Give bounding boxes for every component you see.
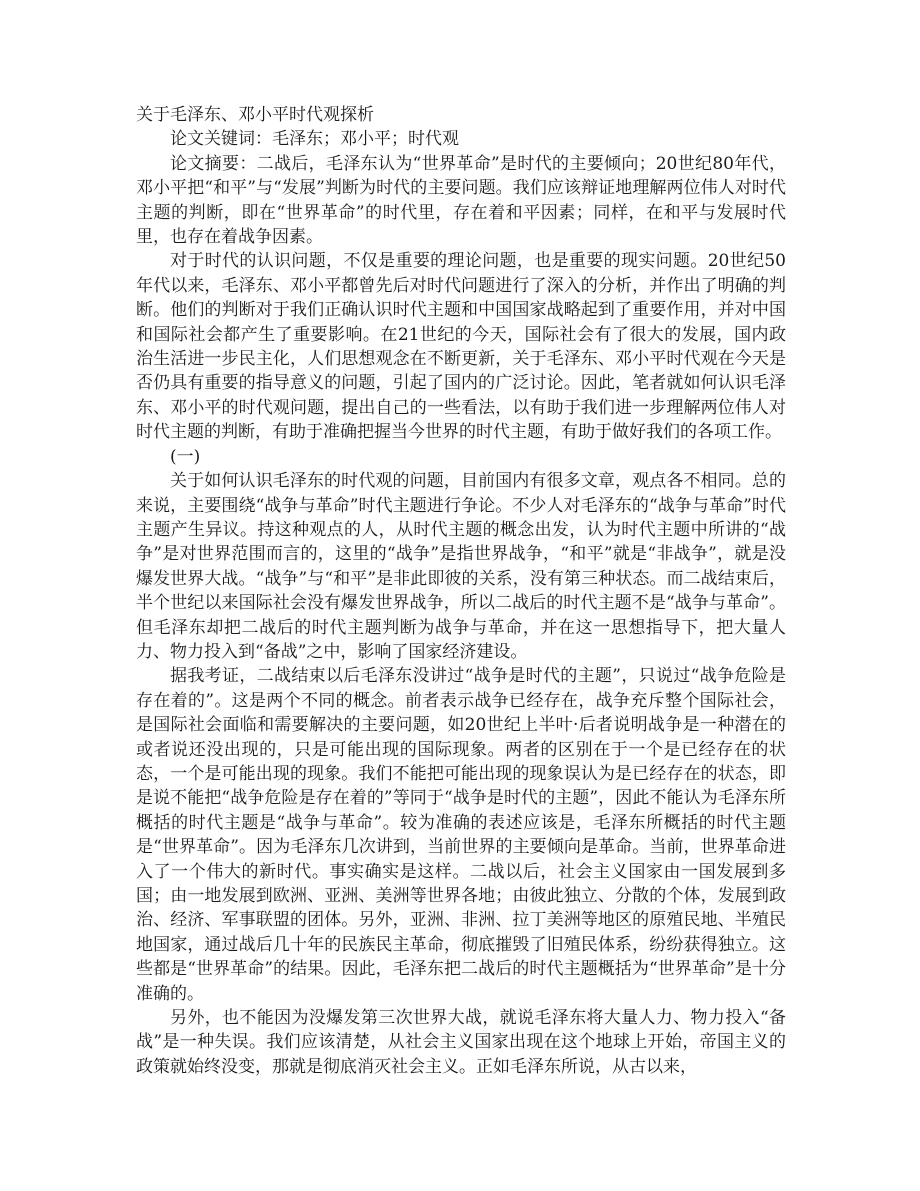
body-paragraph: 另外，也不能因为没爆发第三次世界大战，就说毛泽东将大量人力、物力投入“备战”是一种失误。我们应该清楚，从社会主义国家出现在这个地球上开始，帝国主义的政策就始终没变，那就是彻底消灭社会主义。正如毛泽东所说，从古以来， — [136, 1008, 786, 1077]
keywords-line: 论文关键词：毛泽东；邓小平；时代观 — [170, 129, 459, 150]
document-page — [136, 103, 786, 1079]
body-paragraph: 对于时代的认识问题，不仅是重要的理论问题，也是重要的现实问题。20世纪50年代以来，毛泽东、邓小平都曾先后对时代问题进行了深入的分析，并作出了明确的判断。他们的判断对于我们正确认识时代主题和中国国家战略起到了重要作用，并对中国和国际社会都产生了重要影响。在21世纪的今天，国际社会有了很大的发展，国内政治生活进一步民主化，人们思想观念在不断更新，关于毛泽东、邓小平时代观在今天是否仍具有重要的指导意义的问题，引起了国内的广泛讨论。因此，笔者就如何认识毛泽东、邓小平的时代观问题，提出自己的一些看法，以有助于我们进一步理解两位伟人对时代主题的判断，有助于准确把握当今世界的时代主题，有助于做好我们的各项工作。 — [136, 251, 786, 443]
document-title: 关于毛泽东、邓小平时代观探析 — [136, 105, 374, 125]
section-heading: (一) — [170, 446, 201, 467]
body-paragraph: 关于如何认识毛泽东的时代观的问题，目前国内有很多文章，观点各不相同。总的来说，主要围绕“战争与革命”时代主题进行争论。不少人对毛泽东的“战争与革命”时代主题产生异议。持这种观点的人，从时代主题的概念出发，认为时代主题中所讲的“战争”是对世界范围而言的，这里的“战争”是指世界战争，“和平”就是“非战争”，就是没爆发世界大战。“战争”与“和平”是非此即彼的关系，没有第三种状态。而二战结束后，半个世纪以来国际社会没有爆发世界战争，所以二战后的时代主题不是“战争与革命”。但毛泽东却把二战后的时代主题判断为战争与革命，并在这一思想指导下，把大量人力、物力投入到“备战”之中，影响了国家经济建设。 — [136, 471, 786, 662]
body-paragraph: 据我考证，二战结束以后毛泽东没讲过“战争是时代的主题”，只说过“战争危险是存在着的”。这是两个不同的概念。前者表示战争已经存在，战争充斥整个国际社会，是国际社会面临和需要解决的主要问题，如20世纪上半叶·后者说明战争是一种潜在的或者说还没出现的，只是可能出现的国际现象。两者的区别在于一个是已经存在的状态，一个是可能出现的现象。我们不能把可能出现的现象误认为是已经存在的状态，即是说不能把“战争危险是存在着的”等同于“战争是时代的主题”，因此不能认为毛泽东所概括的时代主题是“战争与革命”。较为准确的表述应该是，毛泽东所概括的时代主题是“世界革命”。因为毛泽东几次讲到，当前世界的主要倾向是革命。当前，世界革命进入了一个伟大的新时代。事实确实是这样。二战以后，社会主义国家由一国发展到多国；由一地发展到欧洲、亚洲、美洲等世界各地；由彼此独立、分散的个体，发展到政治、经济、军事联盟的团体。另外，亚洲、非洲、拉丁美洲等地区的原殖民地、半殖民地国家，通过战后几十年的民族民主革命，彻底摧毁了旧殖民体系，纷纷获得独立。这些都是“世界革命”的结果。因此，毛泽东把二战后的时代主题概括为“世界革命”是十分准确的。 — [136, 666, 786, 1004]
abstract-paragraph: 论文摘要：二战后，毛泽东认为“世界革命”是时代的主要倾向；20世纪80年代，邓小平把“和平”与“发展”判断为时代的主要问题。我们应该辩证地理解两位伟人对时代主题的判断，即在“世界革命”的时代里，存在着和平因素；同样，在和平与发展时代里，也存在着战争因素。 — [136, 153, 786, 248]
